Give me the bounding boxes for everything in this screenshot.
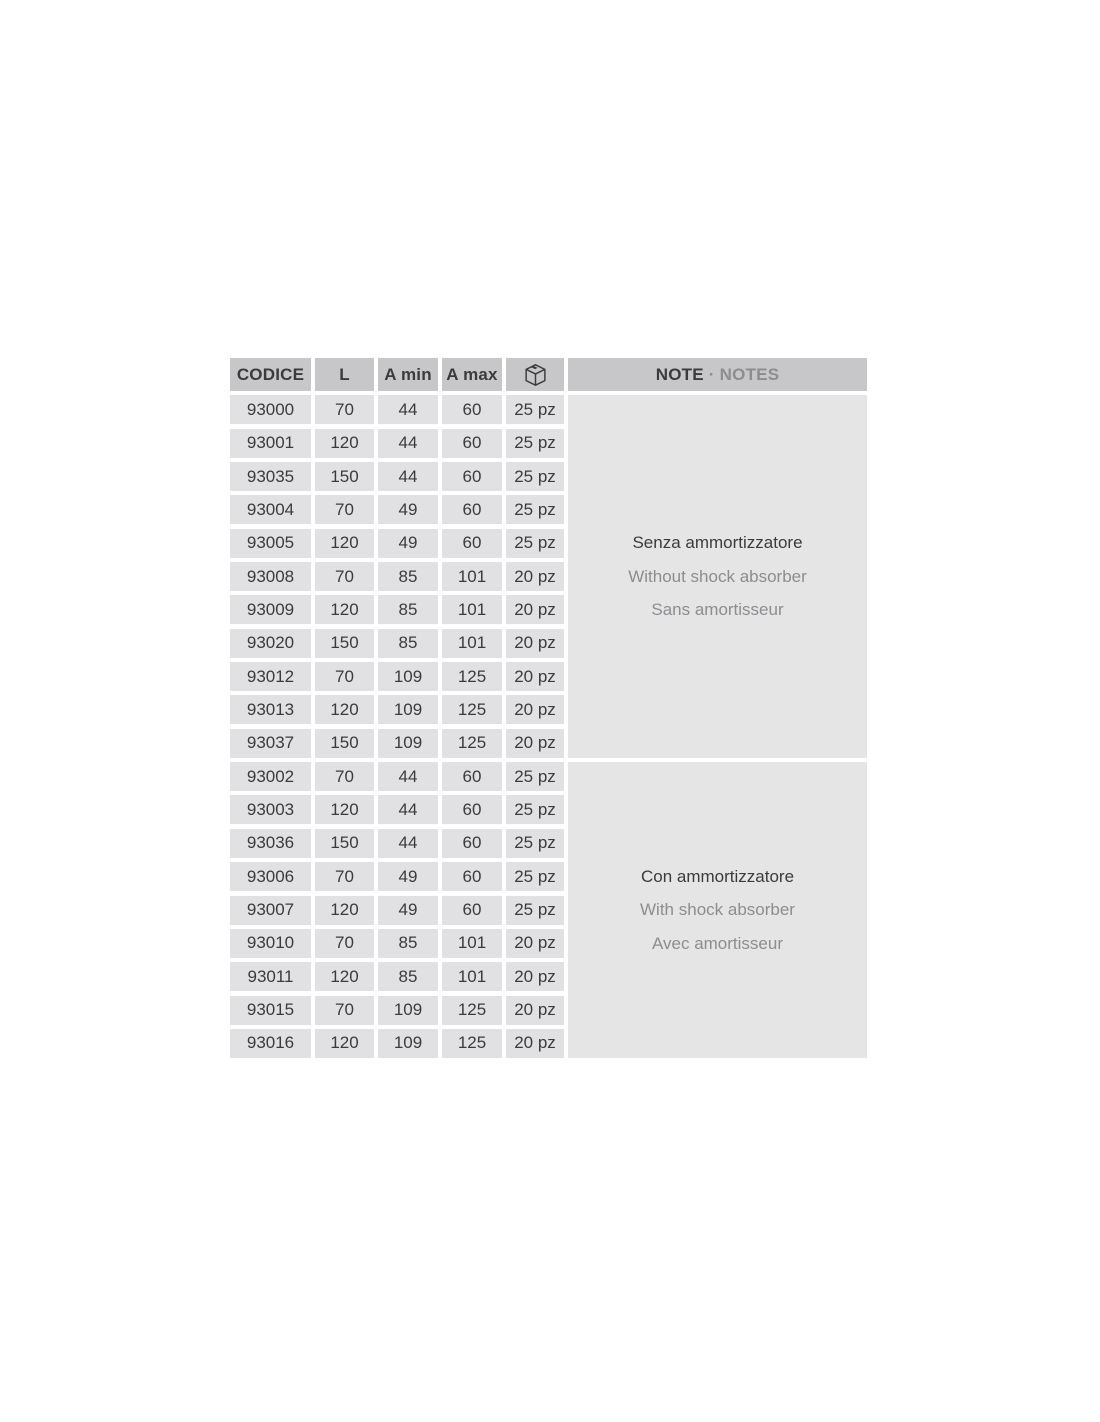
cell-codice: 93037 — [230, 729, 311, 758]
cell-a-max: 125 — [442, 729, 502, 758]
cell-codice: 93016 — [230, 1029, 311, 1058]
cell-codice: 93007 — [230, 896, 311, 925]
cell-qty: 25 pz — [506, 529, 564, 558]
cell-codice: 93004 — [230, 495, 311, 524]
cell-qty: 25 pz — [506, 462, 564, 491]
cell-l: 120 — [315, 896, 374, 925]
cell-a-max: 101 — [442, 629, 502, 658]
cell-codice: 93035 — [230, 462, 311, 491]
header-a-max — [442, 358, 502, 391]
cell-codice: 93011 — [230, 962, 311, 991]
cell-a-min: 109 — [378, 729, 438, 758]
cell-codice: 93020 — [230, 629, 311, 658]
note-line: Con ammortizzatore — [640, 866, 795, 886]
cell-qty: 20 pz — [506, 629, 564, 658]
cell-l: 120 — [315, 795, 374, 824]
cell-l: 150 — [315, 729, 374, 758]
cell-qty: 20 pz — [506, 929, 564, 958]
note-line: Without shock absorber — [628, 566, 807, 586]
header-a-min-label: A min — [384, 364, 432, 384]
cell-codice: 93005 — [230, 529, 311, 558]
header-l-label: L — [339, 364, 350, 384]
cell-a-min: 85 — [378, 962, 438, 991]
note-panel-group-1 — [568, 395, 867, 757]
cell-qty: 20 pz — [506, 996, 564, 1025]
cell-a-max: 101 — [442, 929, 502, 958]
cell-qty: 25 pz — [506, 395, 564, 424]
cell-qty: 20 pz — [506, 695, 564, 724]
cell-a-max: 60 — [442, 462, 502, 491]
cell-qty: 20 pz — [506, 595, 564, 624]
note-panel-group-2 — [568, 762, 867, 1058]
cell-a-max: 60 — [442, 429, 502, 458]
cell-qty: 25 pz — [506, 762, 564, 791]
cell-qty: 25 pz — [506, 862, 564, 891]
cell-a-max: 125 — [442, 695, 502, 724]
cell-qty: 20 pz — [506, 662, 564, 691]
cell-qty: 20 pz — [506, 729, 564, 758]
cell-l: 70 — [315, 762, 374, 791]
header-notes-label: NOTES — [719, 364, 780, 384]
cell-a-min: 49 — [378, 862, 438, 891]
cell-a-max: 60 — [442, 395, 502, 424]
cell-codice: 93010 — [230, 929, 311, 958]
cell-a-max: 101 — [442, 562, 502, 591]
cell-a-min: 44 — [378, 395, 438, 424]
cell-l: 120 — [315, 1029, 374, 1058]
header-a-min — [378, 358, 438, 391]
cell-a-min: 85 — [378, 629, 438, 658]
cell-qty: 25 pz — [506, 795, 564, 824]
cell-a-min: 44 — [378, 462, 438, 491]
cell-a-max: 60 — [442, 529, 502, 558]
cell-a-min: 85 — [378, 929, 438, 958]
cell-qty: 25 pz — [506, 829, 564, 858]
cell-l: 150 — [315, 829, 374, 858]
cell-codice: 93001 — [230, 429, 311, 458]
note-line: With shock absorber — [640, 900, 795, 920]
cell-a-max: 125 — [442, 1029, 502, 1058]
header-packaging — [506, 358, 564, 391]
cell-l: 150 — [315, 462, 374, 491]
cell-a-min: 85 — [378, 595, 438, 624]
cell-a-min: 109 — [378, 662, 438, 691]
cell-a-max: 125 — [442, 662, 502, 691]
cell-codice: 93000 — [230, 395, 311, 424]
cell-a-min: 49 — [378, 529, 438, 558]
cell-a-min: 109 — [378, 996, 438, 1025]
cell-a-min: 109 — [378, 1029, 438, 1058]
cell-a-min: 85 — [378, 562, 438, 591]
cell-a-min: 44 — [378, 829, 438, 858]
cell-codice: 93002 — [230, 762, 311, 791]
package-box-icon — [523, 362, 548, 388]
cell-l: 70 — [315, 495, 374, 524]
cell-l: 70 — [315, 862, 374, 891]
cell-a-max: 60 — [442, 762, 502, 791]
cell-a-min: 44 — [378, 762, 438, 791]
header-codice-label: CODICE — [236, 364, 305, 384]
cell-codice: 93012 — [230, 662, 311, 691]
catalog-table — [230, 358, 867, 1058]
cell-a-max: 60 — [442, 495, 502, 524]
header-a-max-label: A max — [446, 364, 498, 384]
cell-l: 70 — [315, 996, 374, 1025]
cell-l: 150 — [315, 629, 374, 658]
header-note-label: NOTE — [655, 364, 704, 384]
cell-a-max: 101 — [442, 962, 502, 991]
cell-l: 70 — [315, 929, 374, 958]
cell-l: 120 — [315, 429, 374, 458]
cell-a-min: 49 — [378, 896, 438, 925]
cell-codice: 93008 — [230, 562, 311, 591]
cell-codice: 93036 — [230, 829, 311, 858]
cell-qty: 20 pz — [506, 962, 564, 991]
cell-codice: 93006 — [230, 862, 311, 891]
cell-a-min: 44 — [378, 429, 438, 458]
cell-codice: 93013 — [230, 695, 311, 724]
cell-l: 120 — [315, 695, 374, 724]
note-line: Sans amortisseur — [651, 600, 784, 620]
cell-a-min: 109 — [378, 695, 438, 724]
cell-a-max: 60 — [442, 896, 502, 925]
cell-codice: 93015 — [230, 996, 311, 1025]
cell-qty: 25 pz — [506, 896, 564, 925]
cell-l: 120 — [315, 529, 374, 558]
note-line: Avec amortisseur — [651, 933, 783, 953]
header-codice — [230, 358, 311, 391]
cell-codice: 93009 — [230, 595, 311, 624]
cell-qty: 25 pz — [506, 429, 564, 458]
cell-l: 70 — [315, 662, 374, 691]
header-note-separator: · — [708, 364, 715, 384]
cell-a-max: 60 — [442, 862, 502, 891]
cell-l: 120 — [315, 962, 374, 991]
cell-l: 70 — [315, 395, 374, 424]
cell-a-max: 101 — [442, 595, 502, 624]
cell-qty: 20 pz — [506, 1029, 564, 1058]
cell-a-max: 60 — [442, 795, 502, 824]
cell-a-min: 44 — [378, 795, 438, 824]
cell-l: 120 — [315, 595, 374, 624]
cell-a-min: 49 — [378, 495, 438, 524]
cell-a-max: 60 — [442, 829, 502, 858]
cell-l: 70 — [315, 562, 374, 591]
header-l — [315, 358, 374, 391]
cell-qty: 20 pz — [506, 562, 564, 591]
cell-a-max: 125 — [442, 996, 502, 1025]
note-line: Senza ammortizzatore — [632, 533, 803, 553]
header-notes — [568, 358, 867, 391]
cell-qty: 25 pz — [506, 495, 564, 524]
cell-codice: 93003 — [230, 795, 311, 824]
